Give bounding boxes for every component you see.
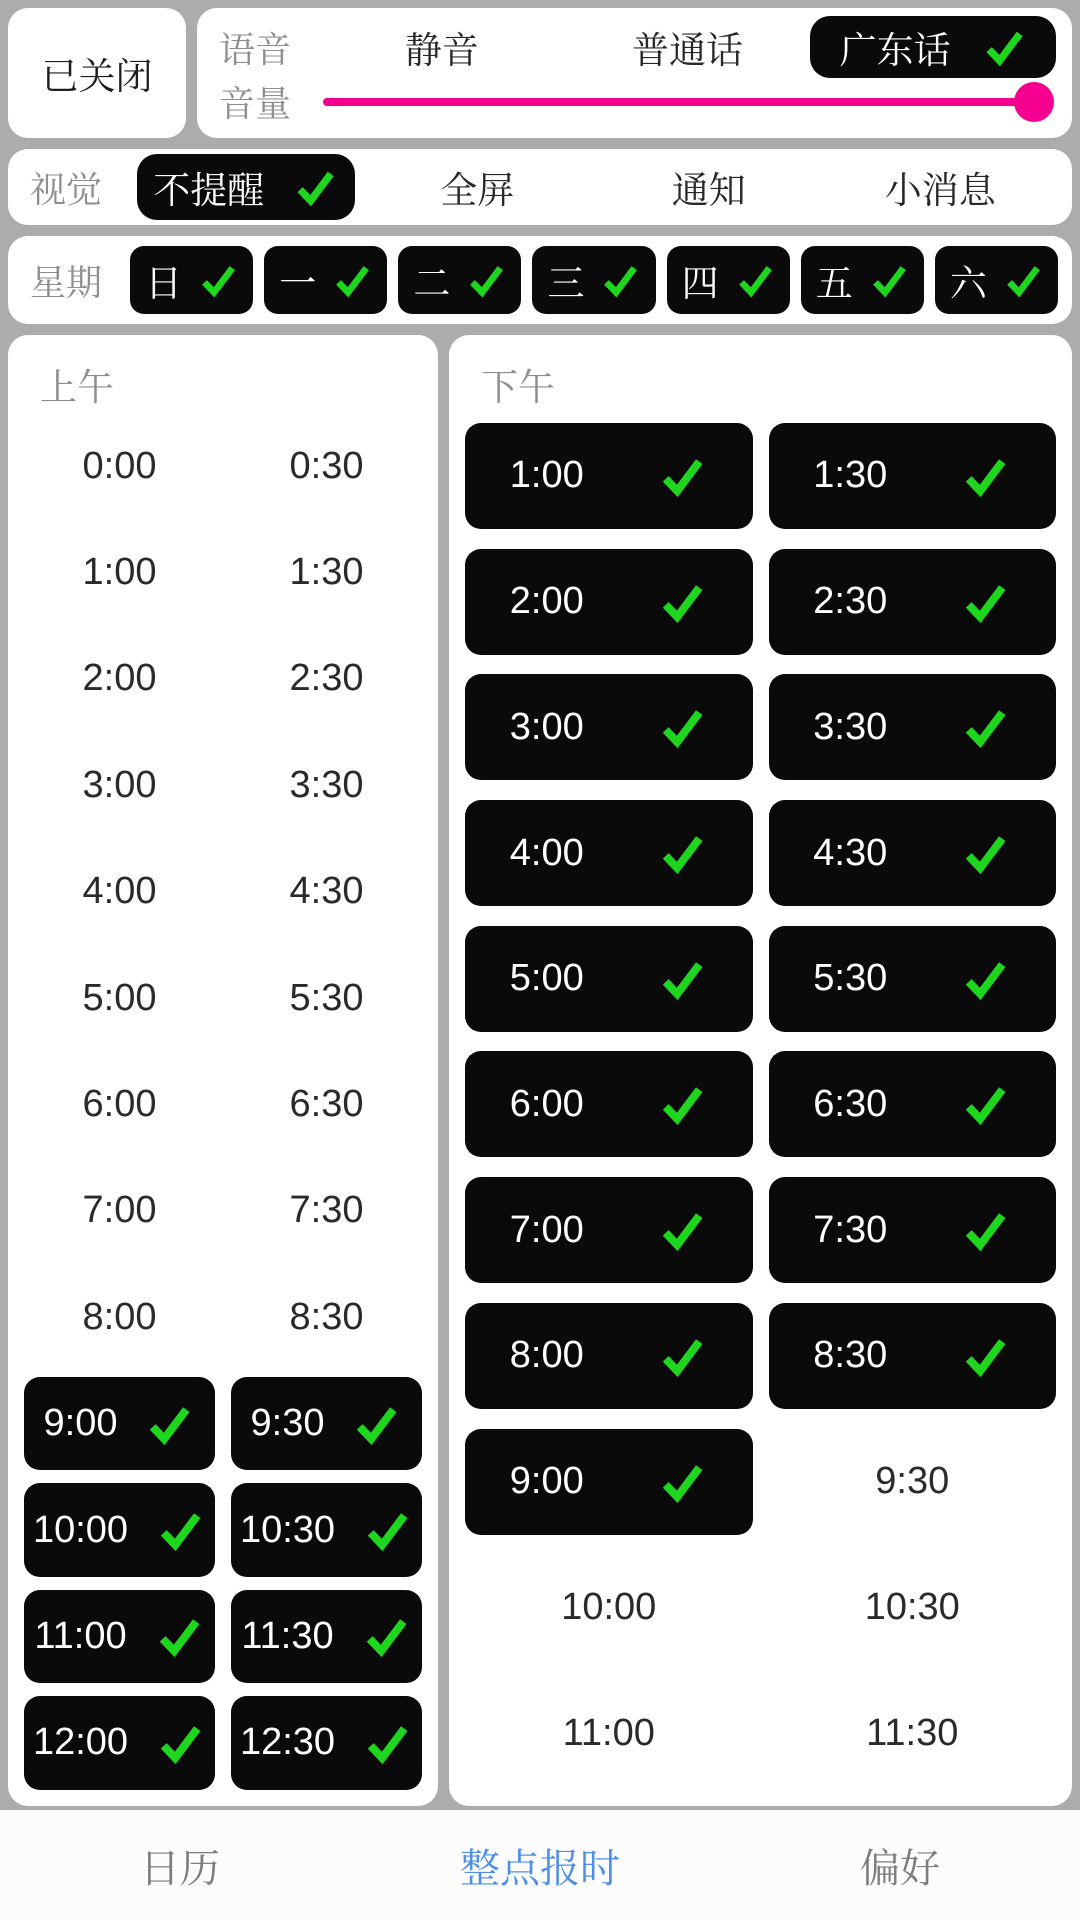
pm-time-830-cell — [761, 1293, 1065, 1419]
pm-time-430-label: 4:30 — [813, 831, 888, 874]
weekday-chip-fri-label: 五 — [815, 263, 853, 304]
am-time-700-cell[interactable] — [16, 1158, 223, 1264]
check-icon — [361, 1720, 413, 1766]
pm-time-700-cell — [457, 1167, 761, 1293]
check-icon — [656, 1333, 708, 1379]
voice-option-slot-mandarin — [565, 20, 811, 74]
am-time-1100-label: 11:00 — [34, 1614, 127, 1657]
pm-time-1030: 10:30 — [864, 1585, 960, 1628]
pm-time-630-label: 6:30 — [813, 1082, 888, 1125]
am-time-300-cell[interactable] — [16, 732, 223, 838]
check-icon — [466, 261, 506, 299]
am-time-200: 2:00 — [82, 657, 157, 700]
check-icon — [981, 26, 1027, 68]
am-time-200-cell[interactable] — [16, 626, 223, 732]
top-row — [8, 8, 1072, 138]
am-time-1230-cell — [223, 1690, 430, 1796]
am-time-330-cell[interactable] — [223, 732, 430, 838]
am-time-000: 0:00 — [82, 444, 157, 487]
am-time-1030-cell — [223, 1477, 430, 1583]
weekday-chip-mon[interactable] — [264, 246, 387, 314]
voice-volume-card — [197, 8, 1072, 138]
pm-time-500[interactable] — [465, 926, 753, 1032]
am-time-700: 7:00 — [82, 1189, 157, 1232]
pm-time-930-cell[interactable] — [761, 1419, 1065, 1545]
weekday-chip-mon-label: 一 — [279, 263, 317, 304]
tab-hourly-chime-label: 整点报时 — [460, 1846, 620, 1891]
pm-time-100-cell — [457, 413, 761, 539]
weekday-chip-thu[interactable] — [667, 246, 790, 314]
am-time-800: 8:00 — [82, 1295, 157, 1338]
pm-time-300-cell — [457, 664, 761, 790]
am-panel — [8, 335, 438, 1806]
am-time-900-label: 9:00 — [43, 1402, 118, 1445]
am-time-230-cell[interactable] — [223, 626, 430, 732]
pm-panel — [449, 335, 1072, 1806]
am-time-530-cell[interactable] — [223, 945, 430, 1051]
pm-time-630[interactable] — [769, 1051, 1057, 1157]
check-icon — [959, 1207, 1011, 1253]
am-time-730-cell[interactable] — [223, 1158, 430, 1264]
visual-option-toast[interactable]: 小消息 — [884, 170, 996, 211]
check-icon — [154, 1507, 206, 1553]
pm-time-1100-cell[interactable] — [457, 1670, 761, 1796]
tab-calendar-label: 日历 — [140, 1846, 220, 1891]
tab-preferences-label: 偏好 — [860, 1846, 940, 1891]
am-time-430: 4:30 — [289, 870, 364, 913]
weekday-chips — [130, 246, 1058, 314]
pm-time-1100: 11:00 — [562, 1711, 655, 1754]
pm-time-730[interactable] — [769, 1177, 1057, 1283]
pm-time-300-label: 3:00 — [509, 705, 584, 748]
pm-time-230-label: 2:30 — [813, 580, 888, 623]
am-time-1100[interactable] — [24, 1590, 215, 1684]
check-icon — [154, 1720, 206, 1766]
pm-time-100[interactable] — [465, 423, 753, 529]
volume-row — [219, 76, 1056, 127]
am-time-300: 3:00 — [82, 763, 157, 806]
voice-option-slot-cantonese — [810, 16, 1056, 78]
pm-time-230-cell — [761, 539, 1065, 665]
check-icon — [735, 261, 775, 299]
am-time-1130-cell — [223, 1583, 430, 1689]
am-time-1030[interactable] — [231, 1483, 422, 1577]
voice-option-cantonese[interactable] — [810, 16, 1056, 78]
weekday-card — [8, 236, 1072, 324]
visual-option-fullscreen[interactable]: 全屏 — [440, 170, 515, 211]
pm-time-430-cell — [761, 790, 1065, 916]
check-icon — [656, 704, 708, 750]
voice-row — [219, 18, 1056, 76]
pm-time-800[interactable] — [465, 1303, 753, 1409]
am-time-830-cell[interactable] — [223, 1264, 430, 1370]
pm-time-130-label: 1:30 — [813, 454, 888, 497]
visual-option-no-alert-label: 不提醒 — [153, 170, 265, 211]
am-time-530: 5:30 — [289, 976, 364, 1019]
check-icon — [959, 830, 1011, 876]
check-icon — [656, 1459, 708, 1505]
pm-time-800-cell — [457, 1293, 761, 1419]
tab-hourly-chime[interactable] — [360, 1810, 720, 1920]
check-icon — [292, 166, 338, 208]
check-icon — [959, 453, 1011, 499]
time-panels — [8, 335, 1072, 1806]
pm-time-230[interactable] — [769, 549, 1057, 655]
tab-preferences[interactable] — [720, 1810, 1080, 1920]
pm-time-1000: 10:00 — [561, 1585, 657, 1628]
visual-option-slot-notification — [593, 160, 825, 214]
am-time-900-cell — [16, 1370, 223, 1476]
am-time-1230[interactable] — [231, 1696, 422, 1790]
pm-time-130-cell — [761, 413, 1065, 539]
check-icon — [656, 453, 708, 499]
pm-time-730-cell — [761, 1167, 1065, 1293]
am-time-230: 2:30 — [289, 657, 364, 700]
am-time-900[interactable] — [24, 1377, 215, 1471]
pm-time-930: 9:30 — [875, 1460, 950, 1503]
pm-time-430[interactable] — [769, 800, 1057, 906]
check-icon — [959, 956, 1011, 1002]
visual-option-no-alert[interactable] — [137, 154, 355, 220]
pm-time-500-label: 5:00 — [509, 957, 584, 1000]
check-icon — [656, 830, 708, 876]
weekday-chip-tue-label: 二 — [413, 263, 451, 304]
pm-time-830-label: 8:30 — [813, 1334, 888, 1377]
visual-option-slot-no-alert — [130, 154, 362, 220]
pm-time-600-label: 6:00 — [509, 1082, 584, 1125]
am-time-1200-cell — [16, 1690, 223, 1796]
am-time-1200[interactable] — [24, 1696, 215, 1790]
weekday-chip-tue[interactable] — [398, 246, 521, 314]
pm-time-1030-cell[interactable] — [761, 1545, 1065, 1671]
check-icon — [959, 704, 1011, 750]
check-icon — [143, 1401, 195, 1447]
check-icon — [869, 261, 909, 299]
pm-time-730-label: 7:30 — [813, 1208, 888, 1251]
week-label: 星期 — [30, 261, 103, 303]
weekday-chip-sun-label: 日 — [145, 263, 183, 304]
pm-time-700[interactable] — [465, 1177, 753, 1283]
am-time-930[interactable] — [231, 1377, 422, 1471]
pm-time-330-cell — [761, 664, 1065, 790]
check-icon — [332, 261, 372, 299]
am-time-600-cell[interactable] — [16, 1051, 223, 1157]
pm-time-330-label: 3:30 — [813, 705, 888, 748]
weekday-chip-wed-label: 三 — [547, 263, 585, 304]
am-time-800-cell[interactable] — [16, 1264, 223, 1370]
voice-label: 语音 — [219, 28, 292, 70]
am-time-400-cell[interactable] — [16, 839, 223, 945]
am-time-400: 4:00 — [82, 870, 157, 913]
master-status-button[interactable] — [8, 8, 186, 138]
pm-time-530-cell — [761, 916, 1065, 1042]
visual-label: 视觉 — [30, 168, 103, 210]
am-time-000-cell[interactable] — [16, 413, 223, 519]
pm-title: 下午 — [481, 367, 555, 408]
pm-time-100-label: 1:00 — [509, 454, 584, 497]
weekday-chip-sun[interactable] — [130, 246, 253, 314]
voice-option-mandarin[interactable]: 普通话 — [632, 30, 743, 71]
am-time-1000-cell — [16, 1477, 223, 1583]
bottom-tab-bar — [0, 1810, 1080, 1920]
am-time-030-cell[interactable] — [223, 413, 430, 519]
pm-time-400-label: 4:00 — [509, 831, 584, 874]
am-time-1130-label: 11:30 — [241, 1614, 334, 1657]
check-icon — [350, 1401, 402, 1447]
am-time-500: 5:00 — [82, 976, 157, 1019]
pm-time-530[interactable] — [769, 926, 1057, 1032]
check-icon — [361, 1507, 413, 1553]
volume-slider-track — [323, 98, 1054, 106]
check-icon — [153, 1613, 205, 1659]
am-time-grid — [16, 413, 430, 1796]
check-icon — [360, 1613, 412, 1659]
am-title: 上午 — [40, 367, 114, 408]
volume-slider[interactable] — [323, 79, 1056, 125]
pm-time-800-label: 8:00 — [509, 1334, 584, 1377]
visual-option-slot-fullscreen — [362, 160, 594, 214]
check-icon — [656, 956, 708, 1002]
check-icon — [959, 1333, 1011, 1379]
voice-options — [319, 16, 1056, 78]
pm-time-830[interactable] — [769, 1303, 1057, 1409]
am-time-630-cell[interactable] — [223, 1051, 430, 1157]
am-time-730: 7:30 — [289, 1189, 364, 1232]
am-time-1030-label: 10:30 — [239, 1508, 336, 1551]
pm-time-530-label: 5:30 — [813, 957, 888, 1000]
am-time-100-cell[interactable] — [16, 519, 223, 625]
pm-time-900-label: 9:00 — [509, 1460, 584, 1503]
pm-time-400[interactable] — [465, 800, 753, 906]
visual-option-notification[interactable]: 通知 — [671, 170, 746, 211]
visual-card — [8, 149, 1072, 225]
check-icon — [959, 579, 1011, 625]
weekday-chip-wed[interactable] — [532, 246, 655, 314]
pm-time-700-label: 7:00 — [509, 1208, 584, 1251]
pm-time-500-cell — [457, 916, 761, 1042]
am-time-1230-label: 12:30 — [239, 1721, 336, 1764]
pm-time-200-label: 2:00 — [509, 580, 584, 623]
check-icon — [1003, 261, 1043, 299]
volume-label: 音量 — [219, 83, 292, 124]
pm-time-1130-cell[interactable] — [761, 1670, 1065, 1796]
tab-calendar[interactable] — [0, 1810, 360, 1920]
pm-time-600-cell — [457, 1042, 761, 1168]
am-time-600: 6:00 — [82, 1082, 157, 1125]
weekday-chip-thu-label: 四 — [681, 263, 719, 304]
check-icon — [656, 1207, 708, 1253]
am-time-330: 3:30 — [289, 763, 364, 806]
pm-time-900[interactable] — [465, 1429, 753, 1535]
am-time-1200-label: 12:00 — [32, 1721, 129, 1764]
weekday-chip-sat-label: 六 — [949, 263, 987, 304]
weekday-chip-sat[interactable] — [935, 246, 1058, 314]
am-time-930-cell — [223, 1370, 430, 1476]
pm-time-630-cell — [761, 1042, 1065, 1168]
am-time-500-cell[interactable] — [16, 945, 223, 1051]
volume-slider-thumb[interactable] — [1014, 82, 1054, 122]
check-icon — [198, 261, 238, 299]
pm-time-400-cell — [457, 790, 761, 916]
pm-time-330[interactable] — [769, 674, 1057, 780]
am-time-930-label: 9:30 — [250, 1402, 325, 1445]
voice-option-cantonese-label: 广东话 — [839, 30, 951, 71]
pm-time-130[interactable] — [769, 423, 1057, 529]
pm-time-grid — [457, 413, 1064, 1796]
pm-time-1130: 11:30 — [866, 1711, 959, 1754]
am-time-130: 1:30 — [289, 551, 364, 594]
check-icon — [656, 1081, 708, 1127]
voice-option-mute[interactable]: 静音 — [404, 30, 479, 71]
pm-time-200-cell — [457, 539, 761, 665]
am-time-630: 6:30 — [289, 1082, 364, 1125]
am-time-1130[interactable] — [231, 1590, 422, 1684]
am-time-100: 1:00 — [82, 551, 157, 594]
am-time-1000-label: 10:00 — [32, 1508, 129, 1551]
am-time-1000[interactable] — [24, 1483, 215, 1577]
weekday-chip-fri[interactable] — [801, 246, 924, 314]
am-time-430-cell[interactable] — [223, 839, 430, 945]
am-time-130-cell[interactable] — [223, 519, 430, 625]
check-icon — [656, 579, 708, 625]
check-icon — [959, 1081, 1011, 1127]
voice-option-slot-mute — [319, 20, 565, 74]
master-status-label: 已关闭 — [41, 56, 153, 97]
pm-time-900-cell — [457, 1419, 761, 1545]
visual-options — [130, 154, 1056, 220]
check-icon — [600, 261, 640, 299]
visual-option-slot-toast — [825, 160, 1057, 214]
am-time-030: 0:30 — [289, 444, 364, 487]
pm-time-300[interactable] — [465, 674, 753, 780]
pm-time-1000-cell[interactable] — [457, 1545, 761, 1671]
pm-time-200[interactable] — [465, 549, 753, 655]
am-time-1100-cell — [16, 1583, 223, 1689]
am-time-830: 8:30 — [289, 1295, 364, 1338]
pm-time-600[interactable] — [465, 1051, 753, 1157]
